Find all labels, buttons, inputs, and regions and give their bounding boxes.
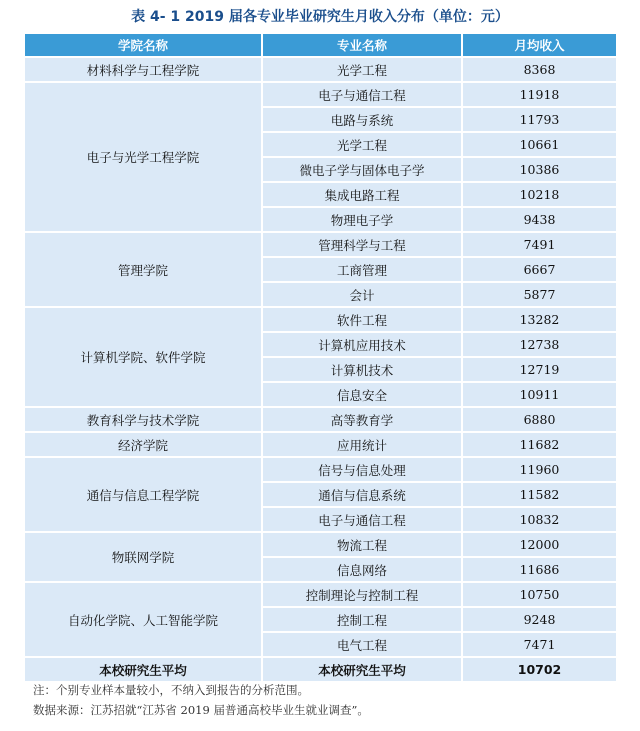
major-cell: 信息网络 bbox=[263, 558, 463, 583]
income-cell: 10661 bbox=[463, 133, 616, 158]
income-cell: 11793 bbox=[463, 108, 616, 133]
table-body bbox=[25, 58, 616, 683]
major-cell: 集成电路工程 bbox=[263, 183, 463, 208]
table-row bbox=[25, 433, 616, 458]
college-cell: 物联网学院 bbox=[25, 533, 263, 583]
income-cell: 10832 bbox=[463, 508, 616, 533]
income-cell: 11918 bbox=[463, 83, 616, 108]
income-cell: 11960 bbox=[463, 458, 616, 483]
income-table bbox=[25, 34, 616, 683]
income-cell: 12000 bbox=[463, 533, 616, 558]
major-cell: 应用统计 bbox=[263, 433, 463, 458]
average-college-cell: 本校研究生平均 bbox=[25, 658, 263, 683]
major-cell: 物理电子学 bbox=[263, 208, 463, 233]
average-major-cell: 本校研究生平均 bbox=[263, 658, 463, 683]
income-cell: 9248 bbox=[463, 608, 616, 633]
major-cell: 高等教育学 bbox=[263, 408, 463, 433]
major-cell: 计算机应用技术 bbox=[263, 333, 463, 358]
income-cell: 7471 bbox=[463, 633, 616, 658]
income-cell: 11686 bbox=[463, 558, 616, 583]
table-row bbox=[25, 458, 616, 483]
income-cell: 12719 bbox=[463, 358, 616, 383]
income-cell: 13282 bbox=[463, 308, 616, 333]
major-cell: 信号与信息处理 bbox=[263, 458, 463, 483]
income-cell: 7491 bbox=[463, 233, 616, 258]
college-cell: 通信与信息工程学院 bbox=[25, 458, 263, 533]
table-row bbox=[25, 233, 616, 258]
major-cell: 物流工程 bbox=[263, 533, 463, 558]
college-cell: 管理学院 bbox=[25, 233, 263, 308]
major-cell: 管理科学与工程 bbox=[263, 233, 463, 258]
income-cell: 8368 bbox=[463, 58, 616, 83]
income-cell: 6880 bbox=[463, 408, 616, 433]
major-cell: 控制理论与控制工程 bbox=[263, 583, 463, 608]
income-cell: 10750 bbox=[463, 583, 616, 608]
major-cell: 信息安全 bbox=[263, 383, 463, 408]
income-cell: 10911 bbox=[463, 383, 616, 408]
table-row bbox=[25, 408, 616, 433]
major-cell: 通信与信息系统 bbox=[263, 483, 463, 508]
header-income: 月均收入 bbox=[463, 34, 616, 58]
income-cell: 6667 bbox=[463, 258, 616, 283]
college-cell: 材料科学与工程学院 bbox=[25, 58, 263, 83]
average-income-cell: 10702 bbox=[463, 658, 616, 683]
major-cell: 电子与通信工程 bbox=[263, 83, 463, 108]
income-cell: 11582 bbox=[463, 483, 616, 508]
income-cell: 12738 bbox=[463, 333, 616, 358]
college-cell: 经济学院 bbox=[25, 433, 263, 458]
major-cell: 计算机技术 bbox=[263, 358, 463, 383]
major-cell: 微电子学与固体电子学 bbox=[263, 158, 463, 183]
table-row bbox=[25, 583, 616, 608]
table-row bbox=[25, 83, 616, 108]
income-cell: 5877 bbox=[463, 283, 616, 308]
note-source: 数据来源：江苏招就“江苏省 2019 届普通高校毕业生就业调查”。 bbox=[33, 703, 369, 717]
major-cell: 光学工程 bbox=[263, 58, 463, 83]
note-sample: 注：个别专业样本量较小，不纳入到报告的分析范围。 bbox=[33, 683, 309, 697]
income-cell: 11682 bbox=[463, 433, 616, 458]
major-cell: 电气工程 bbox=[263, 633, 463, 658]
header-college: 学院名称 bbox=[25, 34, 263, 58]
college-cell: 计算机学院、软件学院 bbox=[25, 308, 263, 408]
table-row bbox=[25, 58, 616, 83]
table-row bbox=[25, 533, 616, 558]
college-cell: 自动化学院、人工智能学院 bbox=[25, 583, 263, 658]
table-notes bbox=[33, 680, 369, 720]
major-cell: 软件工程 bbox=[263, 308, 463, 333]
college-cell: 教育科学与技术学院 bbox=[25, 408, 263, 433]
major-cell: 光学工程 bbox=[263, 133, 463, 158]
table-row bbox=[25, 308, 616, 333]
header-major: 专业名称 bbox=[263, 34, 463, 58]
major-cell: 会计 bbox=[263, 283, 463, 308]
income-cell: 9438 bbox=[463, 208, 616, 233]
table-title: 表 4- 1 2019 届各专业毕业研究生月收入分布（单位：元） bbox=[131, 9, 509, 25]
income-cell: 10218 bbox=[463, 183, 616, 208]
major-cell: 工商管理 bbox=[263, 258, 463, 283]
income-cell: 10386 bbox=[463, 158, 616, 183]
major-cell: 电子与通信工程 bbox=[263, 508, 463, 533]
college-cell: 电子与光学工程学院 bbox=[25, 83, 263, 233]
table-header-row bbox=[25, 34, 616, 58]
major-cell: 控制工程 bbox=[263, 608, 463, 633]
major-cell: 电路与系统 bbox=[263, 108, 463, 133]
